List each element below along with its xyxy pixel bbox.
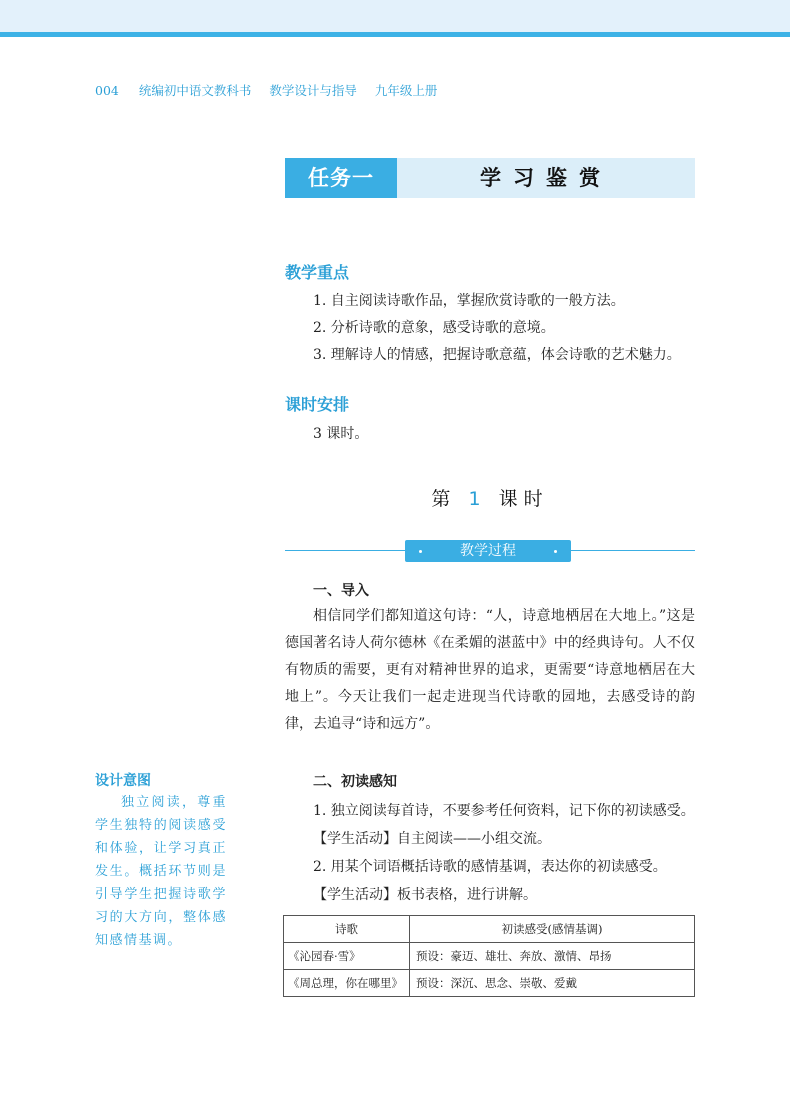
design-intent-title: 设计意图 bbox=[95, 773, 151, 789]
table-header-feeling: 初读感受(感情基调) bbox=[410, 916, 695, 943]
first-reading-line: 2. 用某个词语概括诗歌的感情基调，表达你的初读感受。 bbox=[313, 859, 667, 875]
table-header-poem: 诗歌 bbox=[284, 916, 410, 943]
book-title: 统编初中语文教科书 bbox=[138, 83, 252, 98]
process-label: 教学过程 bbox=[460, 543, 516, 559]
key-point-item: 3. 理解诗人的情感，把握诗歌意蕴，体会诗歌的艺术魅力。 bbox=[313, 347, 681, 363]
key-point-item: 2. 分析诗歌的意象，感受诗歌的意境。 bbox=[313, 320, 555, 336]
pill-dot-right bbox=[554, 550, 557, 553]
schedule-heading: 课时安排 bbox=[285, 395, 350, 414]
running-head bbox=[95, 81, 437, 99]
table-header-row bbox=[284, 916, 695, 943]
intro-heading: 一、导入 bbox=[313, 583, 369, 599]
page-number: 004 bbox=[95, 83, 119, 98]
top-rule bbox=[0, 32, 790, 37]
table-row bbox=[284, 943, 695, 970]
series-title: 教学设计与指导 bbox=[269, 83, 357, 98]
task-label: 任务一 bbox=[285, 158, 397, 198]
table-cell-poem: 《沁园春·雪》 bbox=[284, 943, 410, 970]
pill-dot-left bbox=[419, 550, 422, 553]
poem-feeling-table bbox=[283, 915, 695, 997]
lesson-suffix: 课时 bbox=[498, 488, 549, 510]
lesson-title bbox=[285, 484, 695, 511]
top-band bbox=[0, 0, 790, 32]
task-banner bbox=[285, 158, 695, 198]
key-point-item: 1. 自主阅读诗歌作品，掌握欣赏诗歌的一般方法。 bbox=[313, 293, 625, 309]
intro-paragraph: 相信同学们都知道这句诗：“人，诗意地栖居在大地上。”这是德国著名诗人荷尔德林《在柔媚的湛蓝中》中的经典诗句。人不仅有物质的需要，更有对精神世界的追求，更需要“诗意地栖居在大地上”。今天让我们一起走进现当代诗歌的园地，去感受诗的韵律，去追寻“诗和远方”。 bbox=[285, 608, 695, 732]
first-reading-line: 【学生活动】自主阅读——小组交流。 bbox=[313, 831, 551, 847]
lesson-number: 1 bbox=[468, 488, 487, 510]
first-reading-line: 1. 独立阅读每首诗，不要参考任何资料，记下你的初读感受。 bbox=[313, 803, 695, 819]
grade-label: 九年级上册 bbox=[374, 83, 438, 98]
table-cell-poem: 《周总理，你在哪里》 bbox=[284, 970, 410, 997]
task-title: 学习鉴赏 bbox=[480, 166, 612, 190]
process-label-pill bbox=[405, 540, 571, 562]
lesson-prefix: 第 bbox=[431, 488, 457, 510]
first-reading-heading: 二、初读感知 bbox=[313, 774, 397, 790]
key-points-heading: 教学重点 bbox=[285, 263, 350, 282]
table-cell-feeling: 预设：豪迈、雄壮、奔放、激情、昂扬 bbox=[410, 943, 695, 970]
design-intent-body: 独立阅读，尊重学生独特的阅读感受和体验，让学习真正发生。概括环节则是引导学生把握诗歌学习的大方向，整体感知感情基调。 bbox=[95, 795, 227, 948]
first-reading-line: 【学生活动】板书表格，进行讲解。 bbox=[313, 887, 537, 903]
table-cell-feeling: 预设：深沉、思念、崇敬、爱戴 bbox=[410, 970, 695, 997]
table-row bbox=[284, 970, 695, 997]
schedule-text: 3 课时。 bbox=[313, 426, 369, 442]
